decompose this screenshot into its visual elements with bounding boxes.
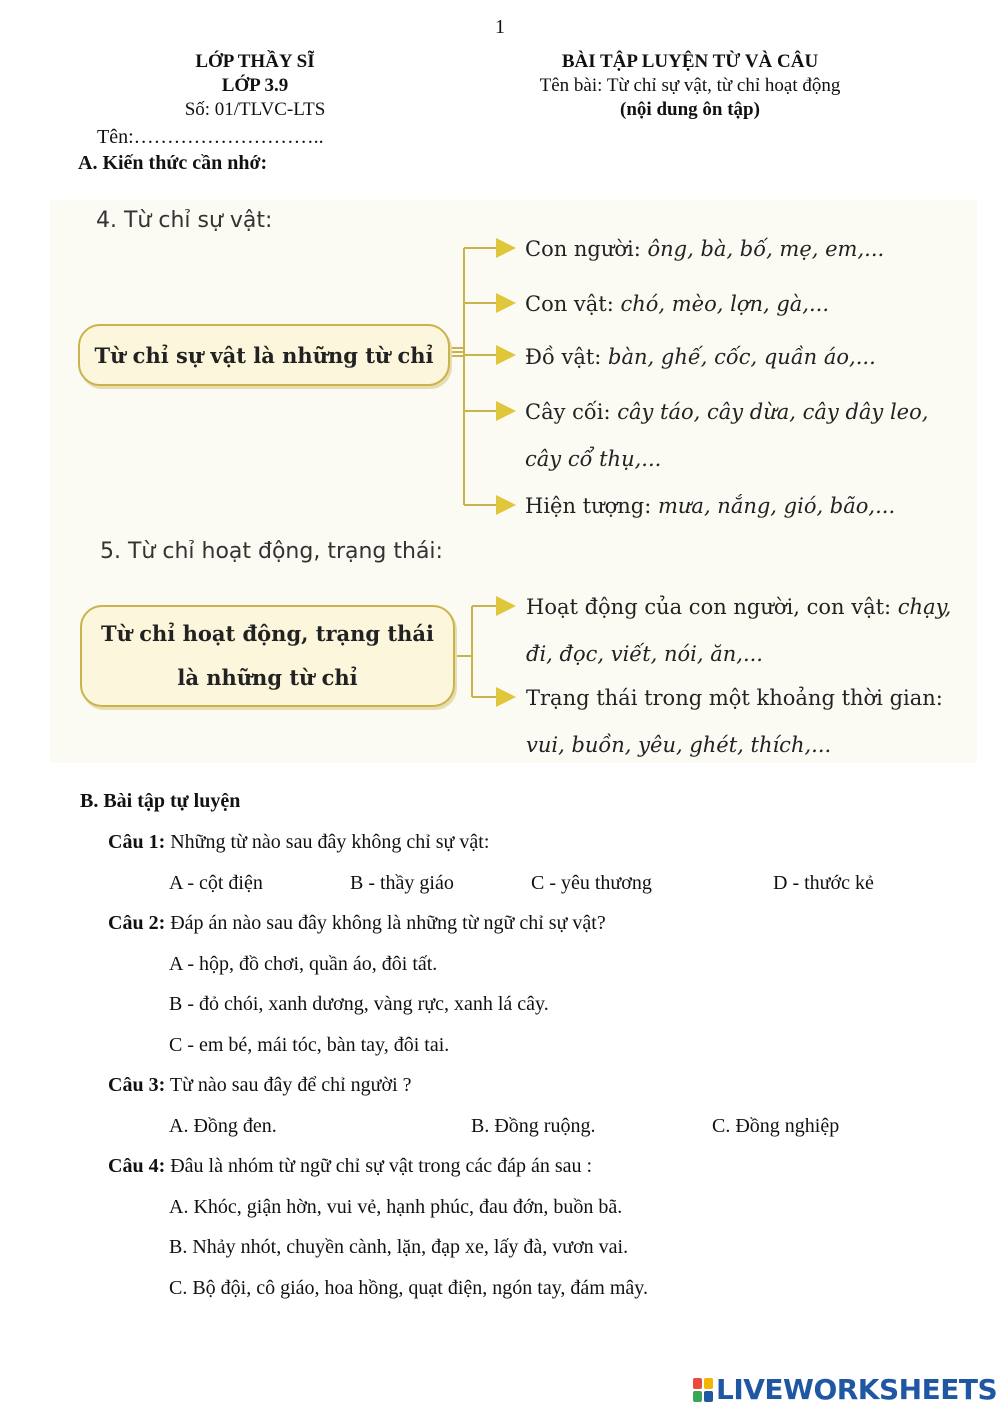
question-text: Từ nào sau đây để chỉ người ?: [165, 1074, 412, 1096]
branch-examples: bàn, ghế, cốc, quần áo,...: [608, 345, 876, 369]
q4-option-b[interactable]: B. Nhảy nhót, chuyền cành, lặn, đạp xe, lấy đà, vươn vai.: [169, 1236, 629, 1258]
header-right: [490, 50, 890, 122]
question-2: [108, 912, 606, 935]
question-number: Câu 1:: [108, 831, 166, 853]
topic-5-definition: [80, 605, 455, 707]
branch-examples: chạy,: [897, 595, 952, 619]
q4-option-a[interactable]: A. Khóc, giận hờn, vui vẻ, hạnh phúc, đau đớn, buồn bã.: [169, 1196, 623, 1218]
lesson-note: (nội dung ôn tập): [620, 99, 760, 120]
branch-people: [525, 236, 884, 262]
question-text: Đâu là nhóm từ ngữ chỉ sự vật trong các đáp án sau :: [165, 1155, 593, 1177]
worksheet-title: BÀI TẬP LUYỆN TỪ VÀ CÂU: [561, 51, 819, 72]
q1-option-b[interactable]: B - thầy giáo: [350, 872, 454, 894]
branch-objects: [525, 344, 876, 370]
question-4: [108, 1155, 592, 1178]
branch-label: Trạng thái trong một khoảng thời gian:: [526, 686, 943, 710]
topic-5-title: 5. Từ chỉ hoạt động, trạng thái:: [100, 539, 443, 564]
branch-label: Con người:: [525, 237, 648, 261]
branch-examples: cây táo, cây dừa, cây dây leo,: [617, 400, 929, 424]
q2-option-a[interactable]: A - hộp, đồ chơi, quần áo, đôi tất.: [169, 953, 438, 975]
q3-option-c[interactable]: C. Đồng nghiệp: [712, 1115, 840, 1137]
header-left: [90, 50, 420, 122]
question-1: [108, 831, 489, 854]
branch-examples: mưa, nắng, gió, bão,...: [657, 494, 896, 518]
page-number: 1: [495, 16, 505, 38]
topic-4-title: 4. Từ chỉ sự vật:: [96, 208, 273, 233]
branch-label: Đồ vật:: [525, 345, 609, 369]
topic-4-definition: Từ chỉ sự vật là những từ chỉ: [78, 324, 450, 386]
branch-examples: chó, mèo, lợn, gà,...: [620, 292, 829, 316]
branch-label: Cây cối:: [525, 400, 618, 424]
logo-mark-icon: [692, 1377, 714, 1403]
question-number: Câu 3:: [108, 1074, 166, 1096]
question-number: Câu 2:: [108, 912, 166, 934]
lesson-name: Tên bài: Từ chỉ sự vật, từ chỉ hoạt động: [539, 75, 841, 96]
document-number: Số: 01/TLVC-LTS: [184, 99, 326, 120]
topic-5-definition-line2: là những từ chỉ: [177, 665, 358, 690]
knowledge-diagram: [50, 200, 977, 763]
branch-label: Hiện tượng:: [525, 494, 658, 518]
student-name-field[interactable]: Tên:………………………..: [97, 126, 324, 148]
q4-option-c[interactable]: C. Bộ đội, cô giáo, hoa hồng, quạt điện, ngón tay, đám mây.: [169, 1277, 648, 1299]
q1-option-c[interactable]: C - yêu thương: [531, 872, 652, 894]
branch-label: Con vật:: [525, 292, 621, 316]
topic-5-definition-line1: Từ chỉ hoạt động, trạng thái: [101, 621, 434, 646]
branch-animals: [525, 291, 829, 317]
question-number: Câu 4:: [108, 1155, 166, 1177]
branch-plants: [525, 399, 929, 471]
branch-examples: ông, bà, bố, mẹ, em,...: [647, 237, 885, 261]
q3-option-b[interactable]: B. Đồng ruộng.: [471, 1115, 596, 1137]
branch-label: Hoạt động của con người, con vật:: [526, 595, 898, 619]
branch-states: [526, 685, 943, 757]
branch-phenomena: [525, 493, 895, 519]
question-text: Đáp án nào sau đây không là những từ ngữ chỉ sự vật?: [165, 912, 606, 934]
q2-option-b[interactable]: B - đỏ chói, xanh dương, vàng rực, xanh lá cây.: [169, 993, 549, 1015]
section-b-heading: B. Bài tập tự luyện: [80, 790, 241, 812]
section-a-heading: A. Kiến thức cần nhớ:: [78, 152, 268, 174]
q1-option-d[interactable]: D - thước kẻ: [773, 872, 874, 894]
question-text: Những từ nào sau đây không chỉ sự vật:: [165, 831, 490, 853]
branch-activities: [526, 594, 952, 666]
liveworksheets-logo: [692, 1373, 997, 1406]
class-number: LỚP 3.9: [221, 75, 289, 96]
branch-examples-continued: đi, đọc, viết, nói, ăn,...: [526, 642, 763, 666]
q2-option-c[interactable]: C - em bé, mái tóc, bàn tay, đôi tai.: [169, 1034, 450, 1056]
q1-option-a[interactable]: A - cột điện: [169, 872, 263, 894]
branch-examples-continued: vui, buồn, yêu, ghét, thích,...: [526, 733, 832, 757]
logo-text: LIVEWORKSHEETS: [716, 1373, 998, 1406]
q3-option-a[interactable]: A. Đồng đen.: [169, 1115, 277, 1137]
class-name: LỚP THẦY SĨ: [195, 51, 315, 72]
question-3: [108, 1074, 412, 1097]
branch-examples-continued: cây cổ thụ,...: [525, 447, 662, 471]
